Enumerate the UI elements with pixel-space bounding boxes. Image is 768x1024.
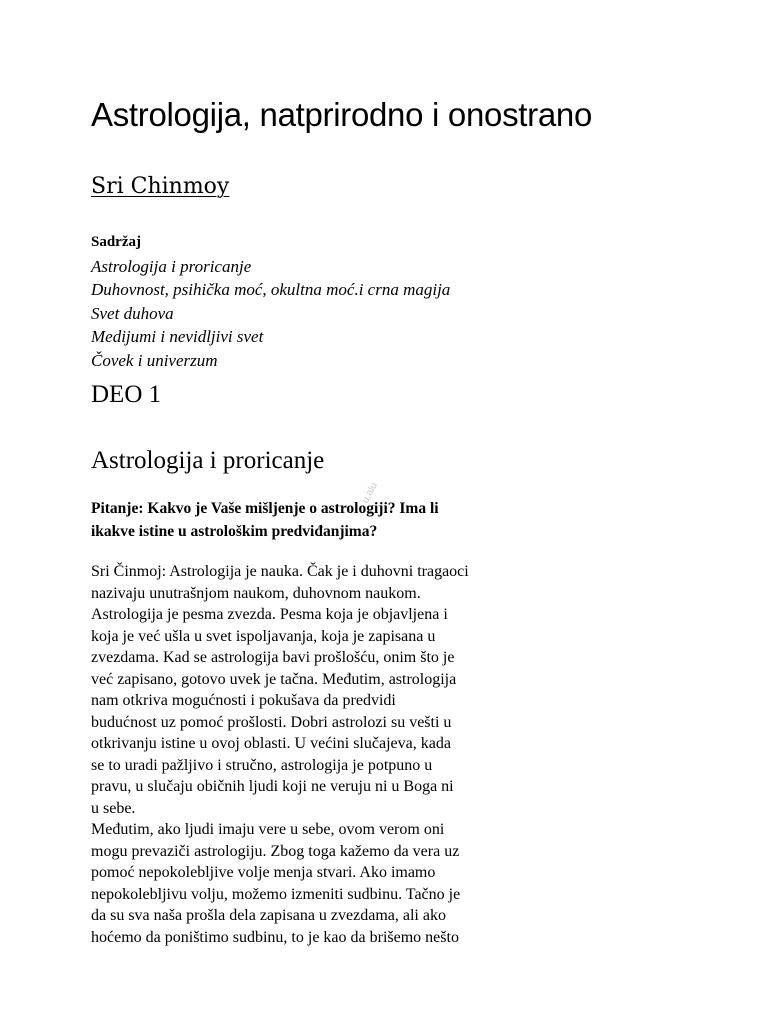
answer-line: pomoć nepokolebljive volje menja stvari. Ako imamo	[91, 864, 436, 881]
answer-line: otkrivanju istine u ovoj oblasti. U većini slučajeva, kada	[91, 735, 451, 752]
answer-line: hoćemo da poništimo sudbinu, to je kao da brišemo nešto	[91, 928, 459, 946]
answer-line: nazivaju unutrašnjom naukom, duhovnom naukom.	[91, 584, 421, 602]
answer-line: da su sva naša prošla dela zapisana u zvezdama, ali ako	[91, 907, 446, 924]
answer-line: Međutim, ako ljudi imaju vere u sebe, ovom verom oni	[91, 821, 445, 838]
question-line: Pitanje: Kakvo je Vaše mišljenje o astrologiji? Ima li	[91, 500, 439, 517]
toc-item: Astrologija i proricanje	[91, 256, 252, 276]
table-of-contents	[91, 231, 450, 372]
toc-item: Čovek i univerzum	[91, 350, 218, 370]
answer-line: Sri Činmoj: Astrologija je nauka. Čak je i duhovni tragaoci	[91, 563, 469, 580]
watermark-text: u.alu	[360, 480, 380, 506]
question-paragraph	[91, 497, 511, 543]
toc-item: Duhovnost, psihička moć, okultna moć.i crna magija	[91, 280, 451, 299]
toc-item: Medijumi i nevidljivi svet	[91, 327, 264, 346]
answer-line: Astrologija je pesma zvezda. Pesma koja je objavljena i	[91, 606, 448, 623]
part-heading: DEO 1	[91, 381, 162, 408]
answer-line: već zapisano, gotovo uvek je tačna. Međutim, astrologija	[91, 670, 457, 688]
answer-paragraph	[91, 561, 521, 948]
answer-line: mogu prevaziči astrologiju. Zbog toga kažemo da vera uz	[91, 842, 460, 860]
answer-line: se to uradi pažljivo i stručno, astrologija je potpuno u	[91, 756, 433, 774]
document-title: Astrologija, natprirodno i onostrano	[91, 96, 593, 133]
answer-line: nepokolebljivu volju, možemo izmeniti sudbinu. Tačno je	[91, 885, 461, 903]
toc-list	[91, 255, 450, 373]
chapter-heading: Astrologija i proricanje	[91, 447, 325, 474]
answer-line: pravu, u slučaju običnih ljudi koji ne veruju ni u Boga ni	[91, 778, 454, 795]
toc-item: Svet duhova	[91, 303, 174, 323]
answer-line: u sebe.	[91, 799, 136, 817]
toc-heading: Sadržaj	[91, 234, 141, 250]
answer-line: nam otkriva mogućnosti i pokušava da predvidi	[91, 692, 396, 709]
author-name: Sri Chinmoy	[91, 174, 230, 199]
answer-line: budućnost uz pomoć prošlosti. Dobri astrolozi su vešti u	[91, 713, 452, 731]
question-line: ikakve istine u astrološkim predviđanjima?	[91, 523, 378, 540]
answer-line: zvezdama. Kad se astrologija bavi prošlošću, onim što je	[91, 649, 455, 666]
answer-line: koja je već ušla u svet ispoljavanja, koja je zapisana u	[91, 627, 436, 645]
